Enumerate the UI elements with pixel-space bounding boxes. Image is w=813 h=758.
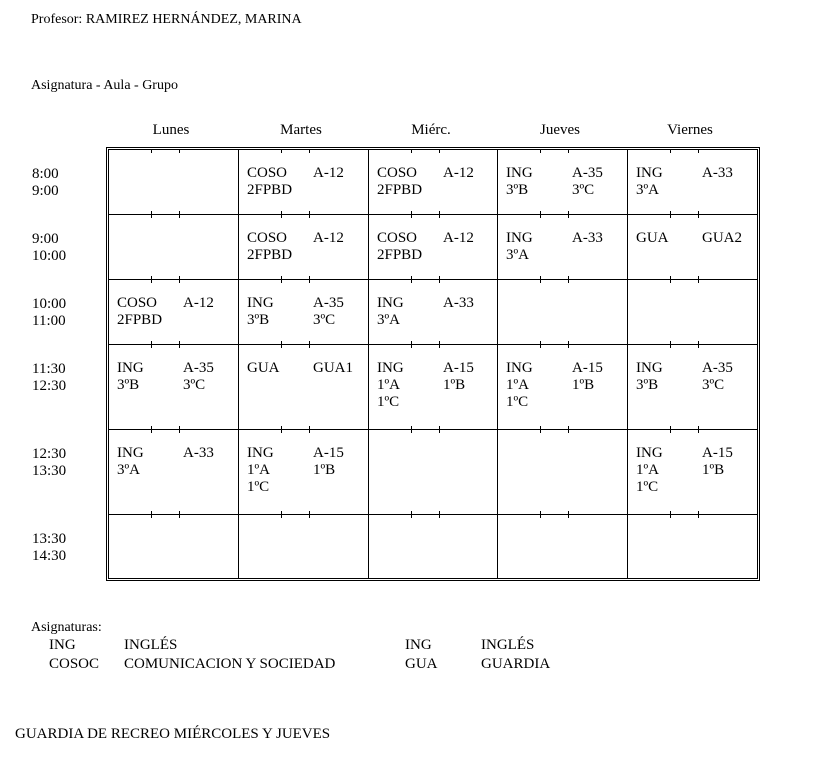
legend-code: GUA	[405, 656, 438, 672]
time-label: 13:30	[32, 531, 67, 547]
schedule-cell	[239, 430, 369, 515]
group-label: 1ºA	[247, 462, 270, 478]
schedule-cell	[109, 215, 239, 280]
cell-tick	[670, 341, 671, 344]
cell-tick	[568, 150, 569, 153]
day-header-4: Viernes	[667, 122, 713, 138]
legend-title: Asignaturas:	[31, 620, 102, 635]
cell-tick	[670, 430, 671, 433]
cell-tick	[670, 276, 671, 279]
cell-tick	[411, 511, 412, 514]
cell-tick	[309, 426, 310, 429]
day-header-0: Lunes	[152, 122, 190, 138]
subject-code: GUA	[247, 360, 280, 376]
cell-tick	[179, 341, 180, 344]
room-code: A-35	[183, 360, 214, 376]
cell-tick	[670, 345, 671, 348]
time-label: 12:30	[32, 446, 67, 462]
group-label: 3ºB	[247, 312, 270, 328]
schedule-cell	[109, 430, 239, 515]
cell-tick	[670, 511, 671, 514]
subject-code: ING	[247, 445, 274, 461]
subject-code: COSO	[377, 165, 418, 181]
cell-tick	[540, 276, 541, 279]
cell-tick	[698, 211, 699, 214]
subject-code: ING	[117, 360, 144, 376]
cell-tick	[309, 280, 310, 283]
group-label: 1ºA	[506, 377, 529, 393]
schedule-cell	[239, 150, 369, 215]
cell-tick	[309, 211, 310, 214]
cell-tick	[698, 515, 699, 518]
subject-code: ING	[117, 445, 144, 461]
legend-code: ING	[405, 637, 432, 653]
group-label: 2FPBD	[247, 182, 293, 198]
time-slot-2	[32, 296, 66, 330]
room-code: A-12	[313, 230, 344, 246]
schedule-cell	[498, 515, 628, 579]
group-label: 3ºA	[506, 247, 529, 263]
cell-tick	[698, 341, 699, 344]
schedule-cell	[369, 215, 498, 280]
cell-tick	[698, 430, 699, 433]
cell-tick	[411, 280, 412, 283]
schedule-cell	[369, 430, 498, 515]
cell-tick	[540, 426, 541, 429]
cell-tick	[309, 341, 310, 344]
time-label: 9:00	[32, 183, 59, 199]
cell-tick	[698, 511, 699, 514]
recess-duty-note: GUARDIA DE RECREO MIÉRCOLES Y JUEVES	[15, 726, 331, 742]
cell-tick	[179, 515, 180, 518]
cell-tick	[179, 276, 180, 279]
timetable-grid	[106, 147, 760, 581]
cell-tick	[568, 276, 569, 279]
cell-tick	[309, 511, 310, 514]
cell-tick	[411, 430, 412, 433]
cell-tick	[281, 276, 282, 279]
cell-tick	[670, 150, 671, 153]
group-label: 3ºA	[117, 462, 140, 478]
schedule-cell	[239, 280, 369, 345]
time-label: 10:00	[32, 248, 67, 264]
cell-tick	[540, 280, 541, 283]
cell-tick	[670, 515, 671, 518]
group-label: 2FPBD	[377, 247, 423, 263]
group-label: 2FPBD	[377, 182, 423, 198]
cell-tick	[179, 430, 180, 433]
cell-tick	[698, 345, 699, 348]
cell-tick	[281, 211, 282, 214]
cell-tick	[281, 280, 282, 283]
time-slot-0	[32, 166, 59, 200]
group-label: 1ºA	[377, 377, 400, 393]
time-label: 10:00	[32, 296, 67, 312]
subject-code: COSO	[117, 295, 158, 311]
group-label: 3ºC	[313, 312, 336, 328]
group-label: 1ºB	[572, 377, 595, 393]
subject-code: ING	[506, 230, 533, 246]
group-label: 2FPBD	[117, 312, 163, 328]
cell-tick	[151, 276, 152, 279]
cell-tick	[670, 211, 671, 214]
cell-tick	[281, 515, 282, 518]
group-label: 3ºB	[117, 377, 140, 393]
cell-tick	[540, 215, 541, 218]
schedule-cell	[498, 150, 628, 215]
subject-code: ING	[247, 295, 274, 311]
cell-tick	[540, 345, 541, 348]
schedule-cell	[628, 345, 757, 430]
cell-tick	[179, 280, 180, 283]
cell-tick	[540, 430, 541, 433]
cell-tick	[568, 430, 569, 433]
cell-tick	[568, 511, 569, 514]
room-code: A-33	[183, 445, 214, 461]
cell-tick	[568, 215, 569, 218]
schedule-cell	[628, 515, 757, 579]
day-header-2: Miérc.	[411, 122, 451, 138]
group-label: 1ºB	[443, 377, 466, 393]
cell-tick	[439, 276, 440, 279]
cell-tick	[151, 150, 152, 153]
legend-subject: COMUNICACION Y SOCIEDAD	[124, 656, 336, 672]
cell-tick	[151, 280, 152, 283]
schedule-cell	[498, 215, 628, 280]
cell-tick	[670, 215, 671, 218]
cell-tick	[411, 215, 412, 218]
cell-tick	[698, 150, 699, 153]
legend-code: COSOC	[49, 656, 100, 672]
cell-tick	[179, 426, 180, 429]
cell-tick	[151, 341, 152, 344]
schedule-cell	[109, 345, 239, 430]
cell-tick	[439, 341, 440, 344]
schedule-cell	[239, 515, 369, 579]
schedule-cell	[628, 150, 757, 215]
cell-tick	[151, 215, 152, 218]
room-code: A-33	[572, 230, 603, 246]
cell-tick	[179, 211, 180, 214]
day-header-1: Martes	[280, 122, 322, 138]
group-label: 1ºC	[247, 479, 270, 495]
time-label: 11:00	[32, 313, 66, 329]
subject-code: COSO	[247, 165, 288, 181]
cell-tick	[151, 515, 152, 518]
schedule-cell	[369, 515, 498, 579]
subject-code: ING	[636, 165, 663, 181]
legend-subject: INGLÉS	[124, 637, 178, 653]
cell-tick	[309, 276, 310, 279]
room-code: A-33	[443, 295, 474, 311]
cell-tick	[439, 280, 440, 283]
time-slot-3	[32, 361, 66, 395]
cell-tick	[411, 211, 412, 214]
group-label: 3ºC	[183, 377, 206, 393]
cell-tick	[568, 341, 569, 344]
schedule-cell	[498, 345, 628, 430]
time-label: 12:30	[32, 378, 67, 394]
group-label: 1ºC	[506, 394, 529, 410]
group-label: 1ºB	[313, 462, 336, 478]
cell-tick	[179, 511, 180, 514]
group-label: 3ºB	[636, 377, 659, 393]
room-code: GUA2	[702, 230, 742, 246]
cell-tick	[698, 276, 699, 279]
cell-tick	[540, 150, 541, 153]
cell-tick	[568, 515, 569, 518]
time-slot-4	[32, 446, 66, 480]
room-code: A-15	[443, 360, 474, 376]
cell-tick	[309, 150, 310, 153]
group-label: 1ºB	[702, 462, 725, 478]
cell-tick	[281, 345, 282, 348]
cell-tick	[309, 215, 310, 218]
time-label: 9:00	[32, 231, 59, 247]
subject-code: COSO	[247, 230, 288, 246]
schedule-cell	[369, 150, 498, 215]
schedule-cell	[628, 215, 757, 280]
room-code: GUA1	[313, 360, 353, 376]
time-label: 11:30	[32, 361, 66, 377]
group-label: 3ºB	[506, 182, 529, 198]
cell-tick	[670, 280, 671, 283]
group-label: 3ºA	[636, 182, 659, 198]
schedule-cell	[239, 345, 369, 430]
cell-tick	[540, 515, 541, 518]
subject-code: ING	[636, 445, 663, 461]
schedule-cell	[109, 280, 239, 345]
schedule-cell	[369, 280, 498, 345]
room-code: A-12	[443, 165, 474, 181]
subject-code: ING	[377, 295, 404, 311]
subject-code: ING	[506, 165, 533, 181]
cell-tick	[411, 341, 412, 344]
room-code: A-35	[572, 165, 603, 181]
cell-tick	[439, 215, 440, 218]
group-label: 3ºC	[572, 182, 595, 198]
cell-tick	[151, 345, 152, 348]
cell-tick	[670, 426, 671, 429]
schedule-cell	[109, 150, 239, 215]
schedule-cell	[239, 215, 369, 280]
schedule-cell	[109, 515, 239, 579]
professor-name: Profesor: RAMIREZ HERNÁNDEZ, MARINA	[31, 12, 302, 27]
time-label: 13:30	[32, 463, 67, 479]
cell-tick	[309, 345, 310, 348]
cell-tick	[281, 341, 282, 344]
schedule-subtitle: Asignatura - Aula - Grupo	[31, 78, 178, 93]
schedule-cell	[628, 280, 757, 345]
time-slot-1	[32, 231, 66, 265]
room-code: A-12	[313, 165, 344, 181]
room-code: A-35	[702, 360, 733, 376]
room-code: A-15	[702, 445, 733, 461]
legend-subject: GUARDIA	[481, 656, 551, 672]
cell-tick	[540, 511, 541, 514]
cell-tick	[698, 280, 699, 283]
cell-tick	[439, 211, 440, 214]
room-code: A-12	[183, 295, 214, 311]
room-code: A-15	[313, 445, 344, 461]
cell-tick	[281, 150, 282, 153]
cell-tick	[281, 426, 282, 429]
cell-tick	[281, 511, 282, 514]
cell-tick	[568, 426, 569, 429]
cell-tick	[540, 341, 541, 344]
cell-tick	[179, 150, 180, 153]
schedule-cell	[369, 345, 498, 430]
cell-tick	[568, 280, 569, 283]
time-label: 14:30	[32, 548, 67, 564]
group-label: 2FPBD	[247, 247, 293, 263]
cell-tick	[151, 211, 152, 214]
legend-code: ING	[49, 637, 76, 653]
subject-code: GUA	[636, 230, 669, 246]
schedule-cell	[498, 280, 628, 345]
cell-tick	[568, 345, 569, 348]
group-label: 3ºA	[377, 312, 400, 328]
cell-tick	[439, 150, 440, 153]
schedule-cell	[628, 430, 757, 515]
room-code: A-33	[702, 165, 733, 181]
cell-tick	[411, 345, 412, 348]
schedule-cell	[498, 430, 628, 515]
subject-code: ING	[636, 360, 663, 376]
room-code: A-12	[443, 230, 474, 246]
cell-tick	[439, 511, 440, 514]
cell-tick	[309, 515, 310, 518]
room-code: A-15	[572, 360, 603, 376]
time-label: 8:00	[32, 166, 59, 182]
cell-tick	[281, 215, 282, 218]
subject-code: COSO	[377, 230, 418, 246]
cell-tick	[439, 430, 440, 433]
cell-tick	[411, 150, 412, 153]
cell-tick	[309, 430, 310, 433]
time-slot-5	[32, 531, 66, 565]
cell-tick	[151, 430, 152, 433]
cell-tick	[698, 215, 699, 218]
group-label: 1ºC	[377, 394, 400, 410]
cell-tick	[151, 511, 152, 514]
cell-tick	[698, 426, 699, 429]
legend-subject: INGLÉS	[481, 637, 535, 653]
subject-code: ING	[377, 360, 404, 376]
cell-tick	[540, 211, 541, 214]
cell-tick	[439, 426, 440, 429]
cell-tick	[281, 430, 282, 433]
cell-tick	[439, 515, 440, 518]
cell-tick	[439, 345, 440, 348]
room-code: A-35	[313, 295, 344, 311]
group-label: 1ºA	[636, 462, 659, 478]
day-header-3: Jueves	[540, 122, 580, 138]
group-label: 3ºC	[702, 377, 725, 393]
cell-tick	[179, 345, 180, 348]
group-label: 1ºC	[636, 479, 659, 495]
cell-tick	[151, 426, 152, 429]
cell-tick	[411, 426, 412, 429]
cell-tick	[568, 211, 569, 214]
cell-tick	[411, 276, 412, 279]
subject-code: ING	[506, 360, 533, 376]
cell-tick	[411, 515, 412, 518]
cell-tick	[179, 215, 180, 218]
